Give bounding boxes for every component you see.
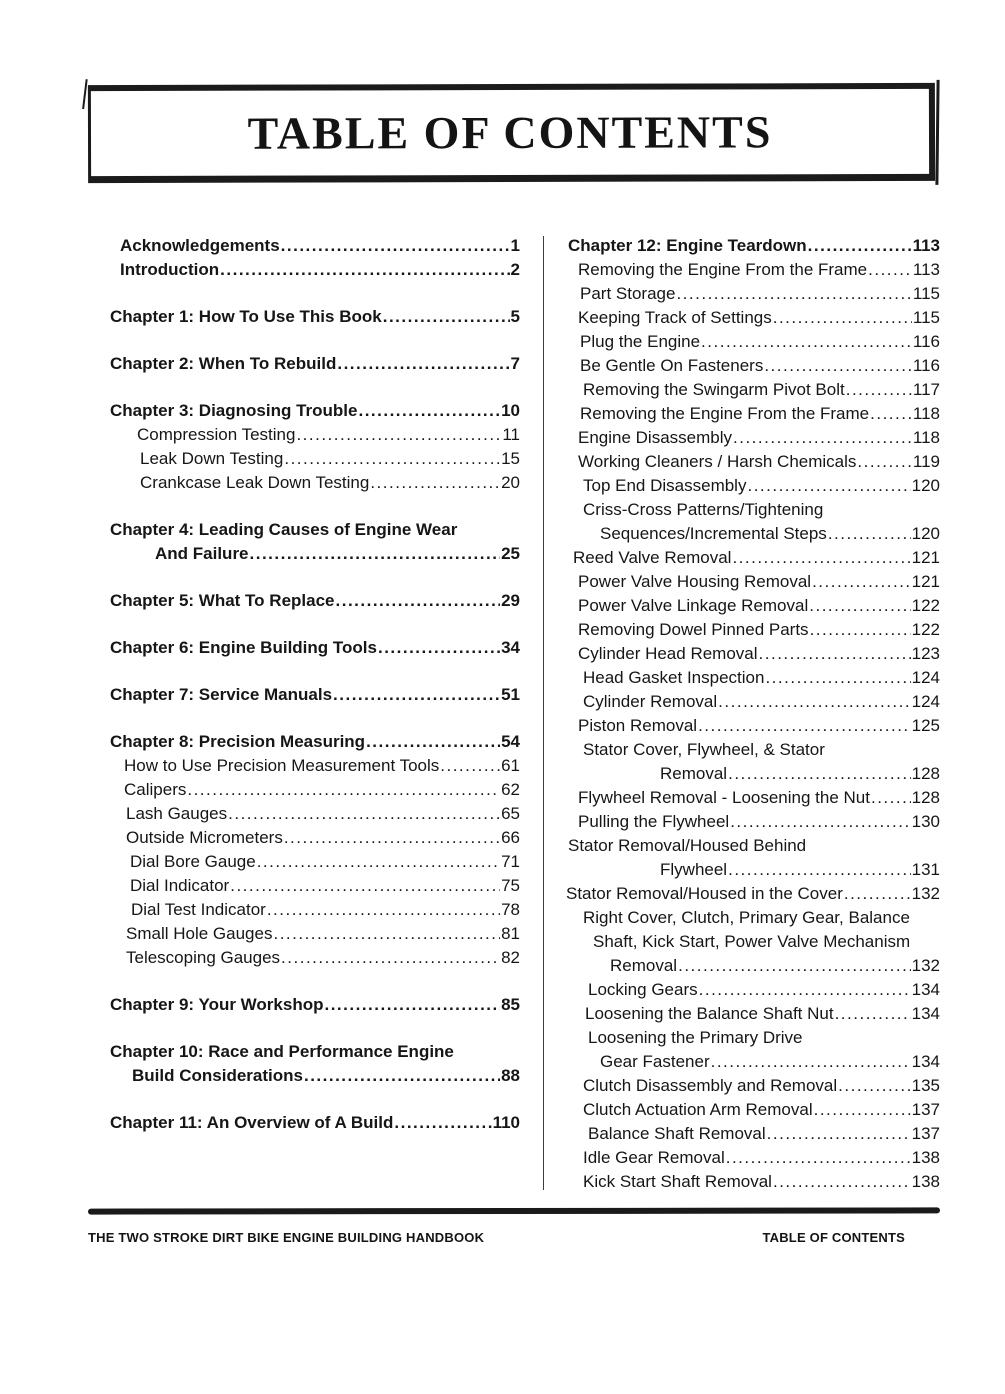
toc-entry-label: Chapter 10: Race and Performance Engine (110, 1042, 454, 1061)
table-of-contents (0, 234, 1005, 1194)
toc-entry-page: 88 (501, 1066, 520, 1085)
toc-entry (566, 738, 940, 762)
toc-entry (566, 282, 940, 306)
toc-entry-label: Reed Valve Removal (573, 548, 732, 567)
toc-entry-page: 138 (911, 1148, 940, 1167)
toc-entry-label: And Failure (155, 544, 249, 563)
toc-entry-page: 113 (912, 260, 940, 279)
toc-entry-label: Chapter 12: Engine Teardown (568, 236, 807, 255)
dot-leader (828, 522, 911, 546)
toc-entry (110, 305, 520, 329)
toc-entry (566, 954, 940, 978)
toc-entry-page: 51 (501, 685, 520, 704)
toc-entry-page: 131 (911, 860, 940, 879)
dot-leader (250, 542, 501, 566)
toc-entry-page: 11 (502, 425, 520, 444)
toc-entry-label: Flywheel Removal - Loosening the Nut (578, 788, 870, 807)
dot-leader (378, 636, 500, 660)
toc-entry-page: 34 (501, 638, 520, 657)
dot-leader (728, 762, 911, 786)
toc-entry (566, 570, 940, 594)
toc-entry (110, 898, 520, 922)
page-title: TABLE OF CONTENTS (247, 106, 773, 159)
dot-leader (257, 850, 500, 874)
toc-entry-label: Crankcase Leak Down Testing (140, 473, 370, 492)
dot-leader (698, 714, 911, 738)
toc-entry-page: 117 (912, 380, 940, 399)
toc-entry-page: 61 (501, 756, 520, 775)
toc-entry (566, 378, 940, 402)
dot-leader (324, 993, 500, 1017)
dot-leader (440, 754, 500, 778)
toc-entry-label: Chapter 9: Your Workshop (110, 995, 324, 1014)
dot-leader (267, 898, 500, 922)
toc-entry-page: 5 (510, 307, 520, 326)
toc-entry (566, 762, 940, 786)
toc-entry-page: 118 (912, 404, 940, 423)
toc-entry (566, 1074, 940, 1098)
dot-leader (857, 450, 911, 474)
dot-leader (835, 1002, 911, 1026)
toc-entry-label: Part Storage (580, 284, 676, 303)
toc-entry-label: Introduction (120, 260, 220, 279)
toc-entry (566, 1122, 940, 1146)
toc-entry-label: Power Valve Housing Removal (578, 572, 812, 591)
toc-entry-label: Balance Shaft Removal (588, 1124, 766, 1143)
dot-leader (870, 402, 912, 426)
toc-entry-label: Removing the Engine From the Frame (580, 404, 870, 423)
toc-entry-label: Clutch Actuation Arm Removal (583, 1100, 813, 1119)
toc-entry (566, 786, 940, 810)
toc-entry (110, 352, 520, 376)
dot-leader (333, 683, 500, 707)
toc-entry (110, 993, 520, 1017)
toc-entry-page: 138 (911, 1172, 940, 1191)
dot-leader (733, 426, 912, 450)
toc-entry (566, 978, 940, 1002)
toc-entry (110, 946, 520, 970)
toc-entry-page: 134 (911, 1052, 940, 1071)
toc-entry (566, 450, 940, 474)
toc-entry-page: 125 (911, 716, 940, 735)
dot-leader (273, 922, 500, 946)
dot-leader (336, 589, 501, 613)
toc-entry (110, 1111, 520, 1135)
toc-entry-label: Loosening the Balance Shaft Nut (585, 1004, 834, 1023)
toc-entry-page: 75 (501, 876, 520, 895)
dot-leader (370, 471, 500, 495)
toc-entry-label: Keeping Track of Settings (578, 308, 772, 327)
dot-leader (187, 778, 500, 802)
dot-leader (304, 1064, 500, 1088)
toc-entry-page: 132 (911, 956, 940, 975)
toc-entry-label: Removing the Engine From the Frame (578, 260, 868, 279)
toc-entry-label: Locking Gears (588, 980, 698, 999)
toc-entry-label: Stator Removal/Housed Behind (568, 836, 807, 855)
toc-entry-label: Chapter 4: Leading Causes of Engine Wear (110, 520, 458, 539)
toc-entry-page: 122 (911, 620, 940, 639)
toc-entry-label: Outside Micrometers (126, 828, 283, 847)
toc-entry (566, 474, 940, 498)
toc-entry (566, 546, 940, 570)
toc-entry (110, 802, 520, 826)
toc-entry-page: 132 (911, 884, 940, 903)
toc-entry (566, 714, 940, 738)
toc-entry-label: Chapter 6: Engine Building Tools (110, 638, 377, 657)
dot-leader (809, 594, 910, 618)
dot-leader (281, 946, 500, 970)
dot-leader (394, 1111, 491, 1135)
toc-entry (110, 754, 520, 778)
toc-entry (110, 778, 520, 802)
toc-entry (566, 1170, 940, 1194)
dot-leader (732, 546, 910, 570)
toc-entry-label: Dial Test Indicator (131, 900, 266, 919)
toc-entry (566, 330, 940, 354)
toc-entry (110, 423, 520, 447)
toc-entry-label: Right Cover, Clutch, Primary Gear, Balance (583, 908, 910, 927)
dot-leader (773, 1170, 911, 1194)
dot-leader (718, 690, 910, 714)
toc-entry-label: Chapter 5: What To Replace (110, 591, 335, 610)
toc-entry-page: 62 (501, 780, 520, 799)
toc-entry-page: 54 (501, 732, 520, 751)
toc-entry-page: 66 (501, 828, 520, 847)
toc-entry (566, 426, 940, 450)
toc-entry-label: Loosening the Primary Drive (588, 1028, 803, 1047)
toc-entry-page: 20 (501, 473, 520, 492)
toc-entry (110, 730, 520, 754)
toc-entry-label: Telescoping Gauges (126, 948, 281, 967)
toc-entry-label: Sequences/Incremental Steps (600, 524, 827, 543)
toc-entry-label: Power Valve Linkage Removal (578, 596, 809, 615)
toc-entry-label: Idle Gear Removal (583, 1148, 725, 1167)
dot-leader (358, 399, 500, 423)
toc-entry-label: Chapter 7: Service Manuals (110, 685, 333, 704)
dot-leader (810, 618, 911, 642)
toc-entry-label: Top End Disassembly (583, 476, 747, 495)
dot-leader (337, 352, 509, 376)
toc-entry-label: Calipers (124, 780, 187, 799)
toc-entry (110, 234, 520, 258)
dot-leader (383, 305, 510, 329)
toc-entry-label: Removal (660, 764, 728, 783)
toc-entry-label: Cylinder Head Removal (578, 644, 758, 663)
toc-entry-page: 135 (911, 1076, 940, 1095)
toc-entry-label: Stator Removal/Housed in the Cover (566, 884, 843, 903)
toc-entry-page: 115 (912, 308, 940, 327)
toc-entry-label: Chapter 1: How To Use This Book (110, 307, 382, 326)
dot-leader (366, 730, 500, 754)
toc-entry-label: Removing the Swingarm Pivot Bolt (583, 380, 845, 399)
toc-entry-label: Chapter 3: Diagnosing Trouble (110, 401, 358, 420)
toc-entry-page: 25 (501, 544, 520, 563)
dot-leader (284, 447, 500, 471)
toc-entry-page: 121 (911, 548, 940, 567)
dot-leader (764, 354, 912, 378)
dot-leader (284, 826, 500, 850)
dot-leader (812, 570, 911, 594)
toc-entry (566, 1002, 940, 1026)
toc-entry-page: 15 (501, 449, 520, 468)
toc-entry-label: Cylinder Removal (583, 692, 718, 711)
toc-entry-page: 116 (912, 356, 940, 375)
toc-entry-label: Acknowledgements (120, 236, 280, 255)
dot-leader (759, 642, 911, 666)
dot-leader (296, 423, 501, 447)
toc-entry-page: 137 (911, 1124, 940, 1143)
toc-entry-page: 115 (912, 284, 940, 303)
toc-entry (110, 518, 520, 542)
title-box (88, 83, 935, 183)
toc-entry (566, 906, 940, 930)
toc-entry-page: 7 (510, 354, 520, 373)
toc-entry-label: Criss-Cross Patterns/Tightening (583, 500, 824, 519)
toc-entry (566, 642, 940, 666)
toc-entry (566, 1098, 940, 1122)
column-divider (543, 236, 544, 1190)
dot-leader (726, 1146, 911, 1170)
toc-entry-page: 124 (911, 692, 940, 711)
toc-entry-page: 118 (912, 428, 940, 447)
toc-entry (110, 1064, 520, 1088)
toc-entry-page: 29 (501, 591, 520, 610)
toc-entry (110, 683, 520, 707)
toc-entry-page: 124 (911, 668, 940, 687)
toc-entry (566, 666, 940, 690)
toc-right-column (566, 234, 940, 1194)
toc-entry-page: 82 (501, 948, 520, 967)
toc-entry-label: Clutch Disassembly and Removal (583, 1076, 838, 1095)
toc-entry-label: Lash Gauges (126, 804, 228, 823)
toc-entry-page: 116 (912, 332, 940, 351)
toc-entry-label: Pulling the Flywheel (578, 812, 730, 831)
dot-leader (773, 306, 912, 330)
toc-entry-label: Head Gasket Inspection (583, 668, 765, 687)
toc-entry (110, 1040, 520, 1064)
dot-leader (220, 258, 509, 282)
toc-entry-label: Chapter 8: Precision Measuring (110, 732, 366, 751)
toc-entry (566, 594, 940, 618)
toc-entry-page: 81 (501, 924, 520, 943)
toc-entry (110, 874, 520, 898)
toc-entry (110, 542, 520, 566)
toc-entry-page: 78 (501, 900, 520, 919)
toc-entry (566, 810, 940, 834)
toc-entry (110, 850, 520, 874)
toc-entry-page: 85 (501, 995, 520, 1014)
toc-entry-label: Chapter 11: An Overview of A Build (110, 1113, 394, 1132)
dot-leader (730, 810, 910, 834)
toc-entry-label: Leak Down Testing (140, 449, 284, 468)
toc-entry (566, 882, 940, 906)
toc-entry (566, 258, 940, 282)
toc-entry (110, 399, 520, 423)
toc-entry-label: Stator Cover, Flywheel, & Stator (583, 740, 825, 759)
toc-entry-label: Small Hole Gauges (126, 924, 273, 943)
toc-entry-page: 128 (911, 788, 940, 807)
toc-entry (566, 1146, 940, 1170)
toc-entry (110, 447, 520, 471)
dot-leader (838, 1074, 910, 1098)
dot-leader (701, 330, 912, 354)
toc-entry (566, 402, 940, 426)
toc-entry-label: Piston Removal (578, 716, 698, 735)
toc-entry-page: 123 (911, 644, 940, 663)
toc-entry-label: Gear Fastener (600, 1052, 710, 1071)
toc-entry-page: 122 (911, 596, 940, 615)
dot-leader (808, 234, 912, 258)
dot-leader (228, 802, 500, 826)
toc-entry-label: Chapter 2: When To Rebuild (110, 354, 337, 373)
toc-entry-page: 130 (911, 812, 940, 831)
toc-entry-label: Be Gentle On Fasteners (580, 356, 764, 375)
footer-book-title: THE TWO STROKE DIRT BIKE ENGINE BUILDING HANDBOOK (88, 1230, 485, 1245)
toc-entry (110, 589, 520, 613)
toc-entry-label: Working Cleaners / Harsh Chemicals (578, 452, 857, 471)
dot-leader (814, 1098, 911, 1122)
toc-entry-label: Shaft, Kick Start, Power Valve Mechanism (593, 932, 911, 951)
toc-entry (566, 618, 940, 642)
toc-entry-page: 1 (510, 236, 520, 255)
dot-leader (676, 282, 911, 306)
toc-entry-label: Dial Bore Gauge (130, 852, 256, 871)
toc-entry-page: 137 (911, 1100, 940, 1119)
toc-entry-label: Engine Disassembly (578, 428, 733, 447)
toc-entry (566, 834, 940, 858)
dot-leader (844, 882, 911, 906)
toc-entry (110, 258, 520, 282)
toc-entry (110, 471, 520, 495)
document-page (0, 84, 1005, 1245)
toc-entry-label: Removing Dowel Pinned Parts (578, 620, 809, 639)
dot-leader (711, 1050, 911, 1074)
toc-entry-page: 121 (911, 572, 940, 591)
dot-leader (281, 234, 510, 258)
toc-entry-label: Flywheel (660, 860, 728, 879)
toc-entry-label: Plug the Engine (580, 332, 701, 351)
toc-entry-page: 119 (912, 452, 940, 471)
dot-leader (728, 858, 911, 882)
toc-entry-page: 120 (911, 524, 940, 543)
toc-entry (566, 858, 940, 882)
toc-entry-page: 110 (492, 1113, 520, 1132)
toc-entry (566, 234, 940, 258)
toc-entry (566, 306, 940, 330)
dot-leader (868, 258, 912, 282)
toc-entry (566, 690, 940, 714)
dot-leader (699, 978, 911, 1002)
toc-entry (110, 636, 520, 660)
toc-entry-label: Compression Testing (137, 425, 296, 444)
toc-entry-page: 2 (510, 260, 520, 279)
toc-left-column (110, 234, 520, 1194)
toc-entry (566, 1026, 940, 1050)
toc-entry-label: Kick Start Shaft Removal (583, 1172, 772, 1191)
toc-entry (566, 498, 940, 522)
toc-entry (566, 354, 940, 378)
dot-leader (767, 1122, 911, 1146)
page-footer (88, 1230, 905, 1245)
toc-entry (110, 826, 520, 850)
dot-leader (747, 474, 910, 498)
toc-entry (566, 522, 940, 546)
toc-entry-page: 134 (911, 1004, 940, 1023)
dot-leader (765, 666, 910, 690)
footer-rule (88, 1207, 940, 1214)
toc-entry-page: 10 (501, 401, 520, 420)
dot-leader (871, 786, 911, 810)
dot-leader (230, 874, 500, 898)
toc-entry-label: How to Use Precision Measurement Tools (124, 756, 440, 775)
toc-entry-page: 128 (911, 764, 940, 783)
toc-entry-page: 134 (911, 980, 940, 999)
toc-entry (566, 930, 940, 954)
toc-entry-label: Removal (610, 956, 678, 975)
toc-entry-page: 120 (911, 476, 940, 495)
footer-section-label: TABLE OF CONTENTS (762, 1230, 905, 1245)
toc-entry-label: Build Considerations (132, 1066, 303, 1085)
toc-entry-page: 71 (501, 852, 520, 871)
toc-entry (110, 922, 520, 946)
toc-entry (566, 1050, 940, 1074)
toc-entry-page: 113 (912, 236, 940, 255)
toc-entry-page: 65 (501, 804, 520, 823)
toc-entry-label: Dial Indicator (130, 876, 230, 895)
dot-leader (846, 378, 912, 402)
dot-leader (678, 954, 911, 978)
